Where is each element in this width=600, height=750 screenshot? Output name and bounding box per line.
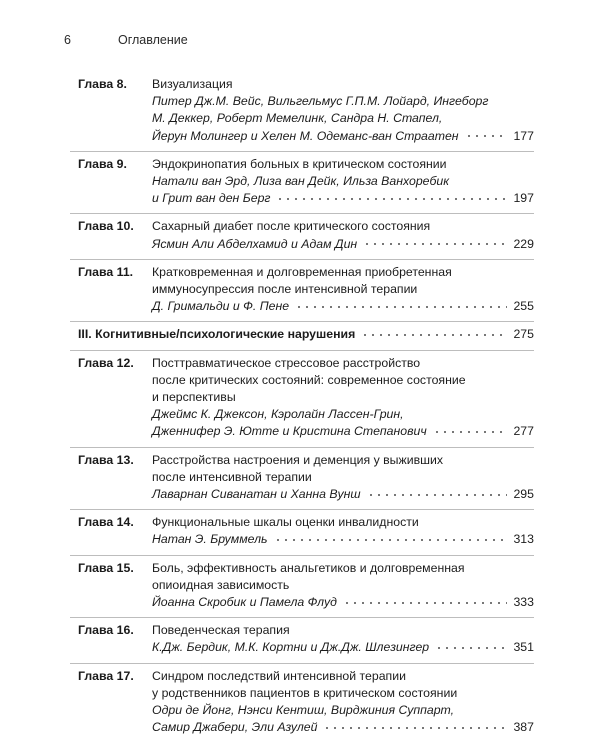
toc-entry[interactable] [64,72,534,151]
author-line: Питер Дж.М. Вейс, Вильгельмус Г.П.М. Лойард, Ингеборг [152,94,489,109]
author-line: К.Дж. Бердик, М.К. Кортни и Дж.Дж. Шлезингер [152,640,430,655]
dot-leader [274,538,508,542]
toc-entry[interactable] [64,556,534,618]
page-ref: 255 [513,299,534,314]
toc-entry[interactable] [64,214,534,258]
chapter-title-line: Функциональные шкалы оценки инвалидности [152,515,419,530]
chapter-title-line: Визуализация [152,77,233,91]
toc-entry[interactable] [64,448,534,510]
page-ref: 177 [513,128,534,143]
chapter-label: Глава 9. [78,156,127,171]
dot-leader [433,430,508,434]
chapter-label: Глава 15. [78,560,134,575]
toc-entry[interactable] [64,510,534,554]
dot-leader [367,493,508,497]
page-number: 6 [64,33,71,47]
author-line: М. Деккер, Роберт Мемелинк, Сандра Н. Стапел, [152,111,443,126]
dot-leader [363,242,507,246]
chapter-title-line: у родственников пациентов в критическом состоянии [152,685,458,700]
author-line: Д. Гримальди и Ф. Пене [152,299,290,314]
dot-leader [465,134,508,138]
page-ref: 313 [513,532,534,547]
chapter-label: Глава 17. [78,668,134,683]
chapter-title-line: и перспективы [152,390,236,405]
chapter-label: Глава 12. [78,355,134,370]
table-of-contents [64,72,534,743]
page-ref: 275 [513,327,534,342]
dot-leader [361,333,507,337]
author-line: Ясмин Али Абделхамид и Адам Дин [152,236,358,251]
chapter-title-line: Боль, эффективность анальгетиков и долговременная [152,560,465,575]
chapter-title-line: Посттравматическое стрессовое расстройство [152,355,421,370]
author-line: и Грит ван ден Берг [152,191,271,206]
chapter-label: Глава 14. [78,515,134,530]
author-line: Лаварнан Сиванатан и Ханна Вунш [152,487,361,502]
chapter-title-line: Поведенческая терапия [152,623,290,638]
chapter-title-line: Синдром последствий интенсивной терапии [152,668,406,683]
toc-section[interactable] [64,322,534,349]
author-line: Одри де Йонг, Нэнси Кентиш, Вирджиния Суппарт, [152,703,455,718]
page-ref: 277 [513,424,534,439]
dot-leader [435,646,507,650]
toc-entry[interactable] [64,152,534,214]
section-title: III. Когнитивные/психологические нарушения [78,327,356,342]
chapter-label: Глава 13. [78,452,134,467]
chapter-label: Глава 16. [78,623,134,638]
author-line: Дженнифер Э. Ютте и Кристина Степанович [152,424,427,439]
page-ref: 387 [513,720,534,735]
chapter-title-line: Сахарный диабет после критического состояния [152,219,431,234]
page-ref: 333 [513,595,534,610]
chapter-title-line: опиоидная зависимость [152,577,290,592]
chapter-title-line: иммуносупрессия после интенсивной терапии [152,282,418,297]
toc-entry[interactable] [64,260,534,322]
toc-entry[interactable] [64,664,534,743]
author-line: Натали ван Эрд, Лиза ван Дейк, Ильза Ванхоребик [152,174,450,189]
chapter-title-line: после критических состояний: современное состояние [152,372,466,387]
author-line: Натан Э. Бруммель [152,532,268,547]
running-head [64,33,188,47]
toc-entry[interactable] [64,618,534,662]
chapter-label: Глава 10. [78,219,134,234]
author-line: Джеймс К. Джексон, Кэролайн Лассен-Грин, [152,407,404,422]
page-ref: 351 [513,640,534,655]
author-line: Самир Джабери, Эли Азулей [152,720,318,735]
chapter-label: Глава 8. [78,77,127,91]
toc-entry[interactable] [64,351,534,447]
author-line: Йоанна Скробик и Памела Флуд [152,595,337,610]
chapter-label: Глава 11. [78,264,134,279]
chapter-title-line: Кратковременная и долговременная приобретенная [152,264,452,279]
page-title: Оглавление [118,33,188,47]
dot-leader [323,726,507,730]
chapter-title-line: Расстройства настроения и деменция у выживших [152,452,444,467]
page-ref: 229 [513,236,534,251]
author-line: Йерун Молингер и Хелен М. Одеманс-ван Страатен [152,128,459,143]
chapter-title-line: после интенсивной терапии [152,469,312,484]
chapter-title-line: Эндокринопатия больных в критическом состоянии [152,156,447,171]
page-ref: 295 [513,487,534,502]
dot-leader [343,601,508,605]
dot-leader [276,197,507,201]
page-ref: 197 [513,191,534,206]
dot-leader [295,305,507,309]
